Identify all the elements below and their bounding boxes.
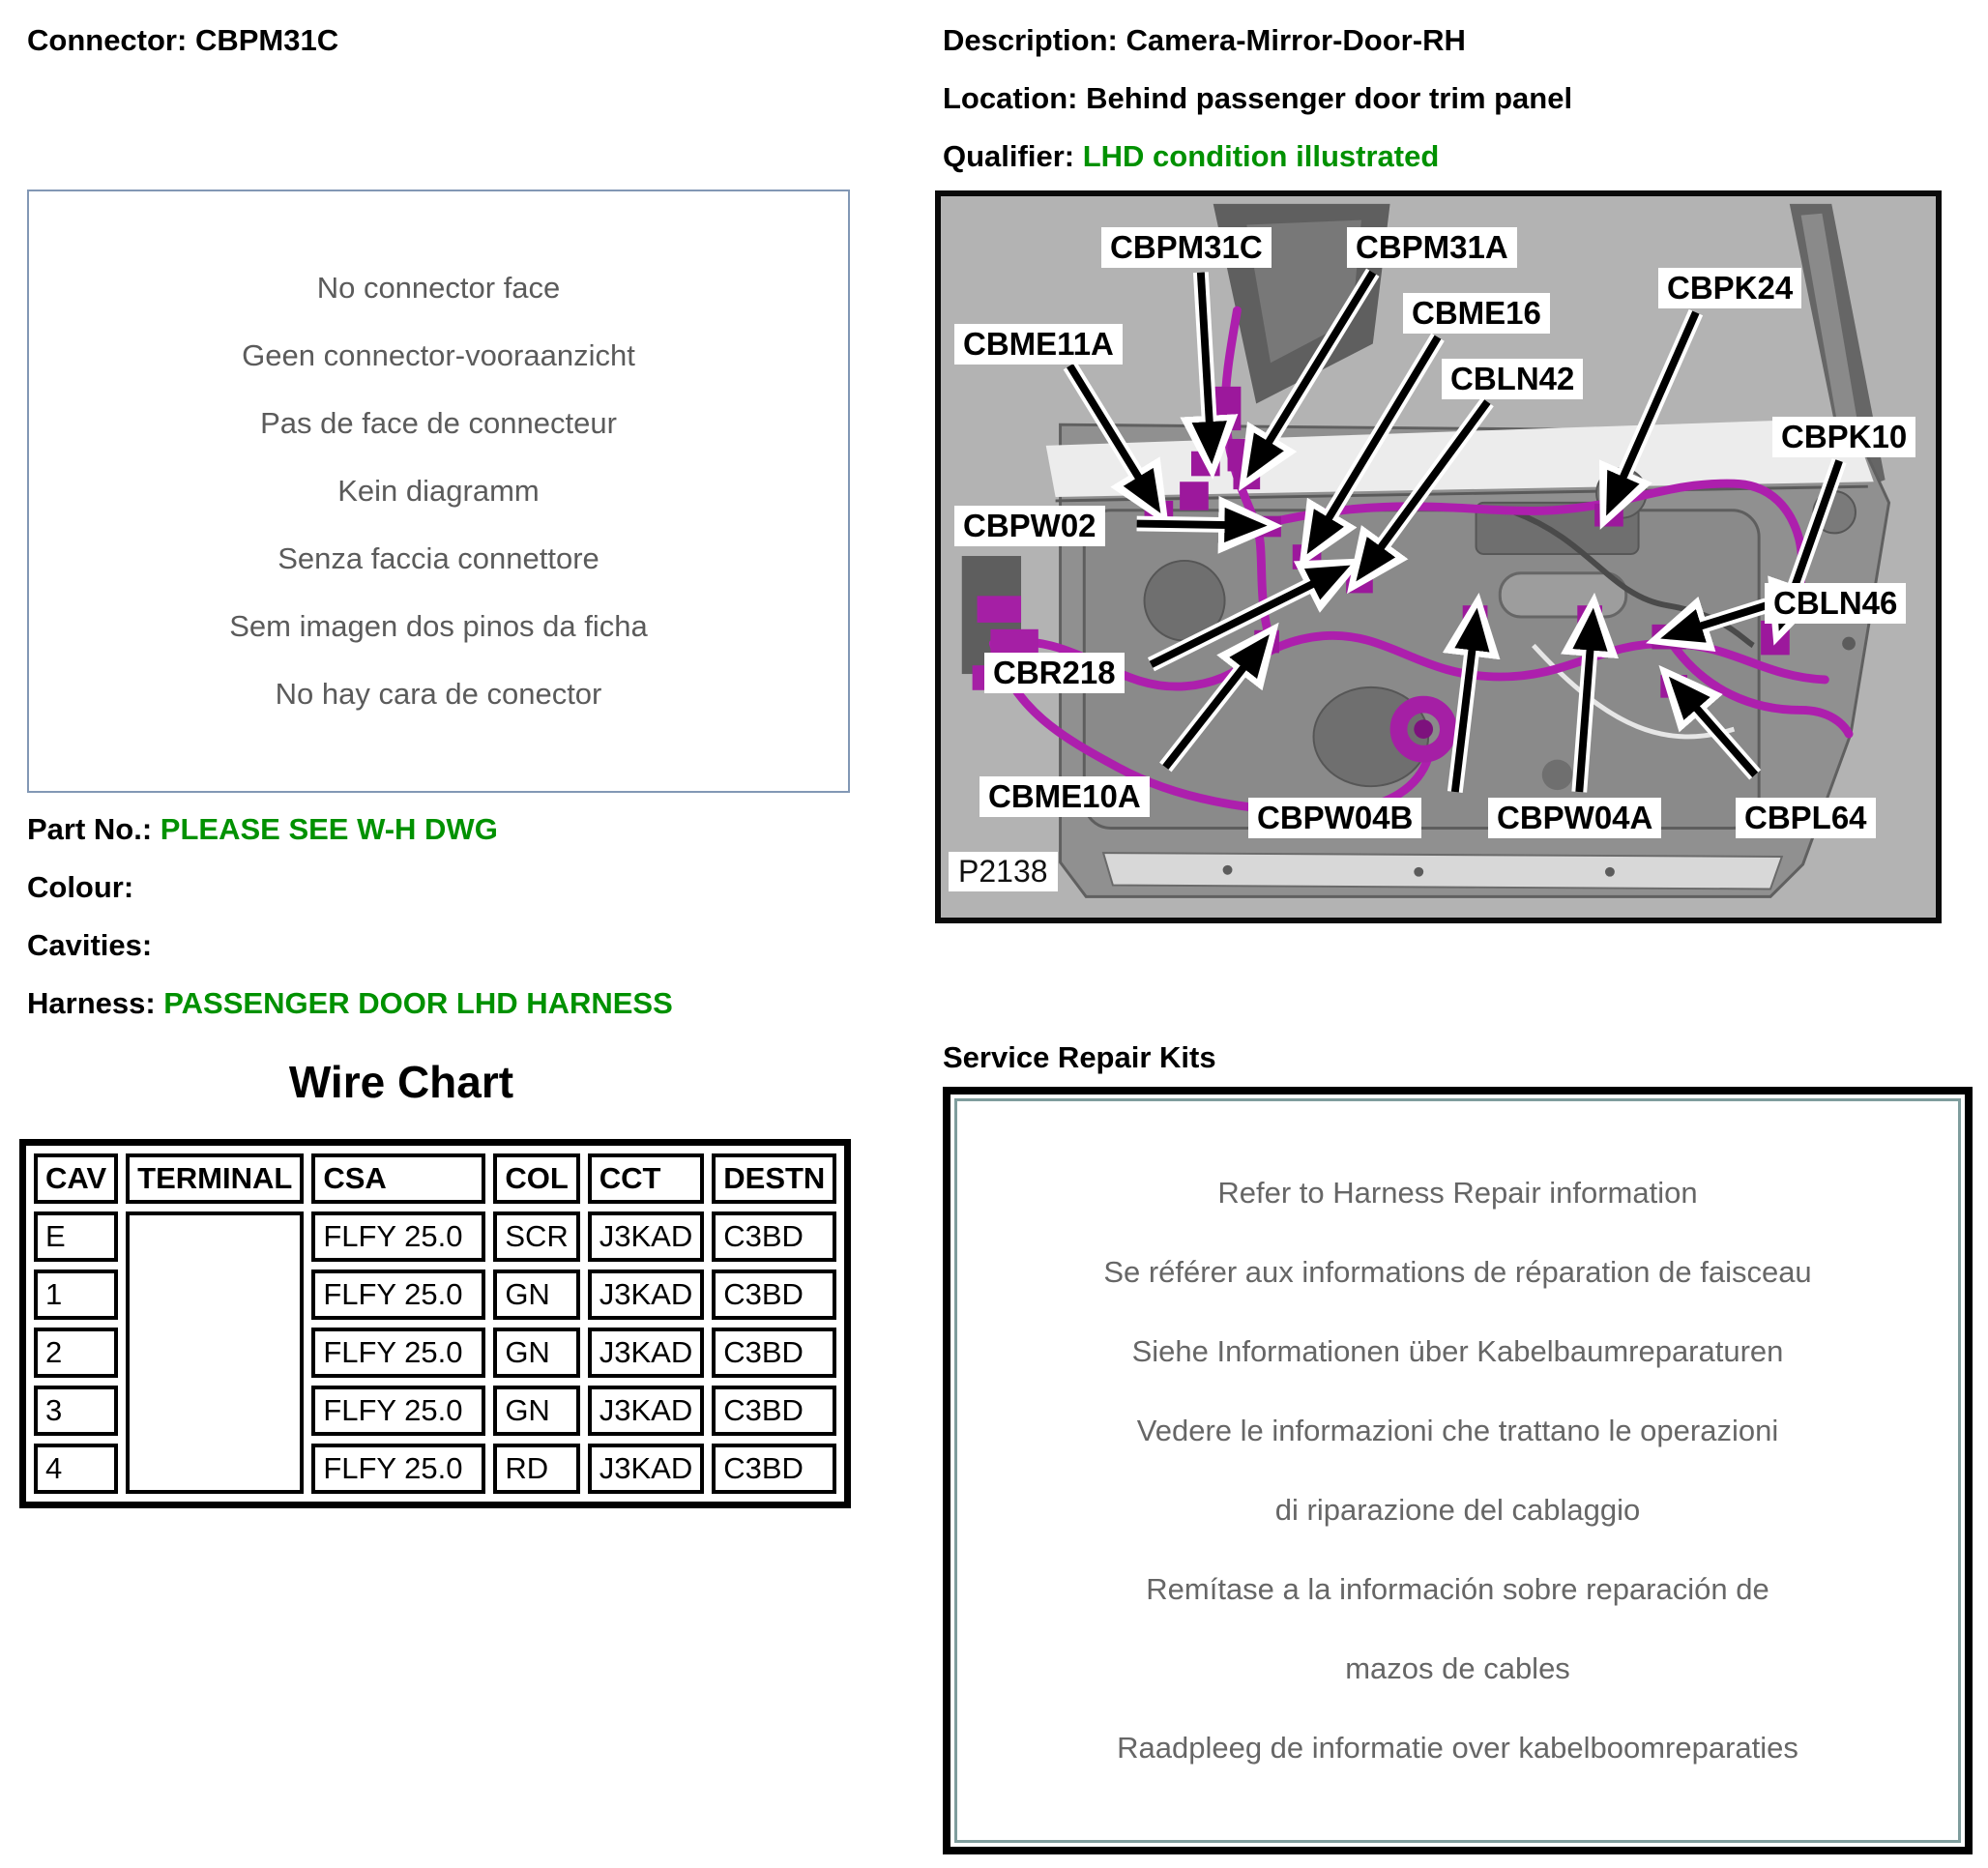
location-line (943, 81, 1572, 116)
callout-cbpk10: CBPK10 (1772, 417, 1915, 457)
service-repair-kits-title: Service Repair Kits (943, 1040, 1216, 1074)
callout-cbpk24: CBPK24 (1658, 268, 1801, 308)
cell-col: GN (493, 1270, 579, 1320)
connector-value: CBPM31C (194, 23, 339, 57)
service-line-de: Siehe Informationen über Kabelbaumreparaturen (1131, 1334, 1784, 1368)
no-face-line-pt: Sem imagen dos pinos da ficha (229, 609, 648, 643)
service-line-es1: Remítase a la información sobre reparación de (1146, 1572, 1769, 1606)
service-line-es2: mazos de cables (1345, 1651, 1570, 1685)
cell-destn: C3BD (712, 1211, 836, 1262)
callout-cbme11a: CBME11A (954, 324, 1123, 365)
connector-header (27, 23, 338, 58)
cell-cct: J3KAD (588, 1270, 704, 1320)
no-face-line-fr: Pas de face de connecteur (260, 406, 617, 440)
qualifier-line (943, 139, 1572, 174)
cell-cav: 3 (34, 1386, 118, 1436)
callout-cbpw02: CBPW02 (954, 506, 1105, 546)
description-header-block (943, 23, 1572, 197)
connector-label: Connector: (27, 23, 195, 57)
service-line-it1: Vedere le informazioni che trattano le operazioni (1136, 1414, 1779, 1447)
cell-col: RD (493, 1444, 579, 1494)
wire-chart-table (19, 1139, 851, 1508)
callout-cbpw04b: CBPW04B (1248, 798, 1421, 838)
cavities-line (27, 928, 673, 963)
callout-cbme16: CBME16 (1403, 293, 1550, 334)
service-line-nl: Raadpleeg de informatie over kabelboomreparaties (1117, 1731, 1798, 1765)
cell-cct: J3KAD (588, 1211, 704, 1262)
callout-cbln46: CBLN46 (1765, 583, 1906, 624)
cell-terminal-merged (126, 1211, 304, 1494)
qualifier-value: LHD condition illustrated (1082, 139, 1440, 173)
service-line-fr: Se référer aux informations de réparation de faisceau (1103, 1255, 1812, 1289)
door-harness-diagram (935, 190, 1942, 923)
location-value: Behind passenger door trim panel (1086, 81, 1573, 115)
no-face-line-nl: Geen connector-vooraanzicht (242, 338, 635, 372)
cell-csa: FLFY 25.0 (311, 1270, 485, 1320)
cell-cav: 4 (34, 1444, 118, 1494)
cell-col: SCR (493, 1211, 579, 1262)
colour-line (27, 870, 673, 905)
cell-destn: C3BD (712, 1444, 836, 1494)
cell-col: GN (493, 1328, 579, 1378)
part-info-block (27, 812, 673, 1044)
no-connector-face-box (27, 190, 850, 793)
service-line-it2: di riparazione del cablaggio (1274, 1493, 1641, 1527)
callout-cbpl64: CBPL64 (1736, 798, 1876, 838)
callout-cbpm31a: CBPM31A (1347, 227, 1517, 268)
service-line-en: Refer to Harness Repair information (1217, 1176, 1698, 1210)
col-header-destn: DESTN (712, 1153, 836, 1204)
cell-cct: J3KAD (588, 1444, 704, 1494)
location-label: Location: (943, 81, 1087, 115)
harness-value: PASSENGER DOOR LHD HARNESS (163, 986, 673, 1020)
cell-cct: J3KAD (588, 1386, 704, 1436)
part-no-value: PLEASE SEE W-H DWG (160, 812, 498, 846)
cell-destn: C3BD (712, 1386, 836, 1436)
no-face-line-de: Kein diagramm (337, 474, 540, 508)
cell-cav: 1 (34, 1270, 118, 1320)
callout-cbpw04a: CBPW04A (1488, 798, 1661, 838)
no-face-line-en: No connector face (316, 271, 561, 305)
harness-label: Harness: (27, 986, 164, 1020)
col-header-terminal: TERMINAL (126, 1153, 304, 1204)
no-face-line-es: No hay cara de conector (275, 677, 602, 711)
col-header-cct: CCT (588, 1153, 704, 1204)
cell-csa: FLFY 25.0 (311, 1386, 485, 1436)
callout-cbr218: CBR218 (984, 653, 1125, 693)
cell-csa: FLFY 25.0 (311, 1211, 485, 1262)
qualifier-label: Qualifier: (943, 139, 1083, 173)
cavities-label: Cavities: (27, 928, 153, 962)
part-no-label: Part No.: (27, 812, 161, 846)
col-header-col: COL (493, 1153, 579, 1204)
wire-chart-title: Wire Chart (288, 1057, 514, 1107)
service-repair-kits-box (943, 1087, 1973, 1854)
table-row (34, 1211, 836, 1262)
description-line (943, 23, 1572, 58)
cell-cav: E (34, 1211, 118, 1262)
cell-destn: C3BD (712, 1328, 836, 1378)
cell-csa: FLFY 25.0 (311, 1444, 485, 1494)
wire-chart-header-row (34, 1153, 836, 1204)
figure-id-label: P2138 (949, 852, 1058, 891)
cell-col: GN (493, 1386, 579, 1436)
cell-cav: 2 (34, 1328, 118, 1378)
cell-cct: J3KAD (588, 1328, 704, 1378)
colour-label: Colour: (27, 870, 134, 904)
service-repair-kits-inner (954, 1098, 1961, 1843)
cell-destn: C3BD (712, 1270, 836, 1320)
callout-cbme10a: CBME10A (979, 776, 1150, 817)
harness-line (27, 986, 673, 1021)
callout-cbpm31c: CBPM31C (1101, 227, 1272, 268)
cell-csa: FLFY 25.0 (311, 1328, 485, 1378)
col-header-csa: CSA (311, 1153, 485, 1204)
description-value: Camera-Mirror-Door-RH (1126, 23, 1466, 57)
col-header-cav: CAV (34, 1153, 118, 1204)
part-no-line (27, 812, 673, 847)
callout-cbln42: CBLN42 (1442, 359, 1583, 399)
no-face-line-it: Senza faccia connettore (278, 541, 599, 575)
description-label: Description: (943, 23, 1126, 57)
